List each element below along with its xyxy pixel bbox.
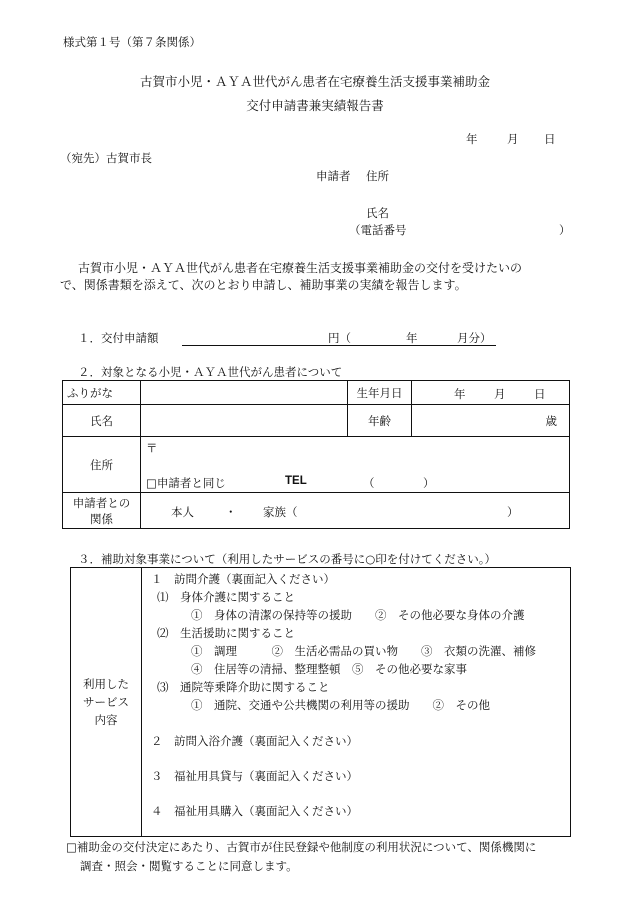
relation-family-close: ）: [507, 505, 519, 519]
service-box: [70, 567, 571, 837]
service-4-purchase[interactable]: ４ 福祉用具購入（裏面記入ください）: [151, 804, 358, 818]
section1-yen: 円（: [328, 331, 351, 345]
service-1-1-body-care[interactable]: ⑴ 身体介護に関すること: [157, 590, 295, 604]
service-1-3-transfer[interactable]: ⑶ 通院等乗降介助に関すること: [157, 680, 330, 694]
section1-label: １．交付申請額: [78, 331, 159, 345]
form-label: 様式第１号（第７条関係）: [63, 35, 201, 49]
birth-month: 月: [494, 387, 506, 401]
intro-line-2: で、関係書類を添えて、次のとおり申請し、補助事業の実績を報告します。: [60, 278, 467, 292]
name-label: 氏名: [63, 405, 141, 437]
consent-line-2: 調査・照会・閲覧することに同意します。: [80, 859, 298, 873]
same-as-applicant-checkbox[interactable]: □申請者と同じ: [146, 476, 226, 490]
birthdate-value[interactable]: [412, 381, 570, 405]
service-2-bathing[interactable]: ２ 訪問入浴介護（裏面記入ください）: [151, 734, 358, 748]
service-1-2-life-support[interactable]: ⑵ 生活援助に関すること: [157, 626, 295, 640]
age-unit: 歳: [545, 413, 557, 428]
furigana-value[interactable]: [141, 381, 348, 405]
section1-month: 月分）: [457, 331, 492, 345]
date-month: 月: [507, 132, 519, 146]
applicant-phone-close: ）: [559, 223, 571, 237]
amount-underline: [182, 345, 496, 346]
birth-year: 年: [454, 387, 466, 401]
furigana-label: ふりがな: [63, 381, 141, 405]
applicant-label: 申請者: [316, 169, 351, 183]
service-left-label: 利用した サービス 内容: [71, 568, 142, 836]
relation-self[interactable]: 本人: [171, 505, 194, 519]
section3-heading: ３．補助対象事業について（利用したサービスの番号に○印を付けてください。）: [78, 552, 497, 566]
name-value[interactable]: [141, 405, 348, 437]
service-1-2-items-b[interactable]: ④ 住居等の清掃、整理整頓 ⑤ その他必要な家事: [191, 662, 467, 676]
relation-dot: ・: [225, 505, 237, 519]
postal-mark: 〒: [146, 441, 158, 455]
section2-heading: ２．対象となる小児・ＡＹＡ世代がん患者について: [78, 365, 343, 379]
addressee: （宛先）古賀市長: [60, 151, 152, 165]
birth-day: 日: [534, 387, 546, 401]
address-label: 住所: [63, 437, 141, 493]
applicant-address-label: 住所: [366, 169, 389, 183]
address-value[interactable]: [141, 437, 570, 493]
date-year: 年: [466, 132, 478, 146]
intro-line-1: 古賀市小児・ＡＹＡ世代がん患者在宅療養生活支援事業補助金の交付を受けたいの: [78, 261, 523, 275]
service-3-rental[interactable]: ３ 福祉用具貸与（裏面記入ください）: [151, 769, 358, 783]
service-1-2-items-a[interactable]: ① 調理 ② 生活必需品の買い物 ③ 衣類の洗濯、補修: [191, 644, 536, 658]
date-day: 日: [544, 132, 556, 146]
page-subtitle: 交付申請書兼実績報告書: [246, 98, 384, 113]
relation-value[interactable]: [141, 493, 570, 529]
service-1-3-items[interactable]: ① 通院、交通や公共機関の利用等の援助 ② その他: [191, 698, 490, 712]
age-value[interactable]: [412, 405, 570, 437]
relation-label: 申請者との 関係: [63, 493, 141, 529]
age-label: 年齢: [348, 405, 412, 437]
consent-checkbox-line[interactable]: □補助金の交付決定にあたり、古賀市が住民登録や他制度の利用状況について、関係機関に: [66, 840, 537, 854]
service-1-1-items[interactable]: ① 身体の清潔の保持等の援助 ② その他必要な身体の介護: [191, 608, 525, 622]
tel-open: （: [363, 476, 375, 490]
tel-label: TEL: [285, 475, 307, 487]
tel-close: ）: [423, 476, 435, 490]
section1-year: 年: [406, 331, 418, 345]
patient-table: [62, 380, 570, 529]
service-1-visit-care[interactable]: １ 訪問介護（裏面記入ください）: [151, 572, 335, 586]
page-title: 古賀市小児・ＡＹＡ世代がん患者在宅療養生活支援事業補助金: [139, 74, 490, 89]
applicant-phone-label: （電話番号: [349, 223, 407, 237]
birthdate-label: 生年月日: [348, 381, 412, 405]
applicant-name-label: 氏名: [366, 206, 389, 220]
relation-family[interactable]: 家族（: [263, 505, 298, 519]
